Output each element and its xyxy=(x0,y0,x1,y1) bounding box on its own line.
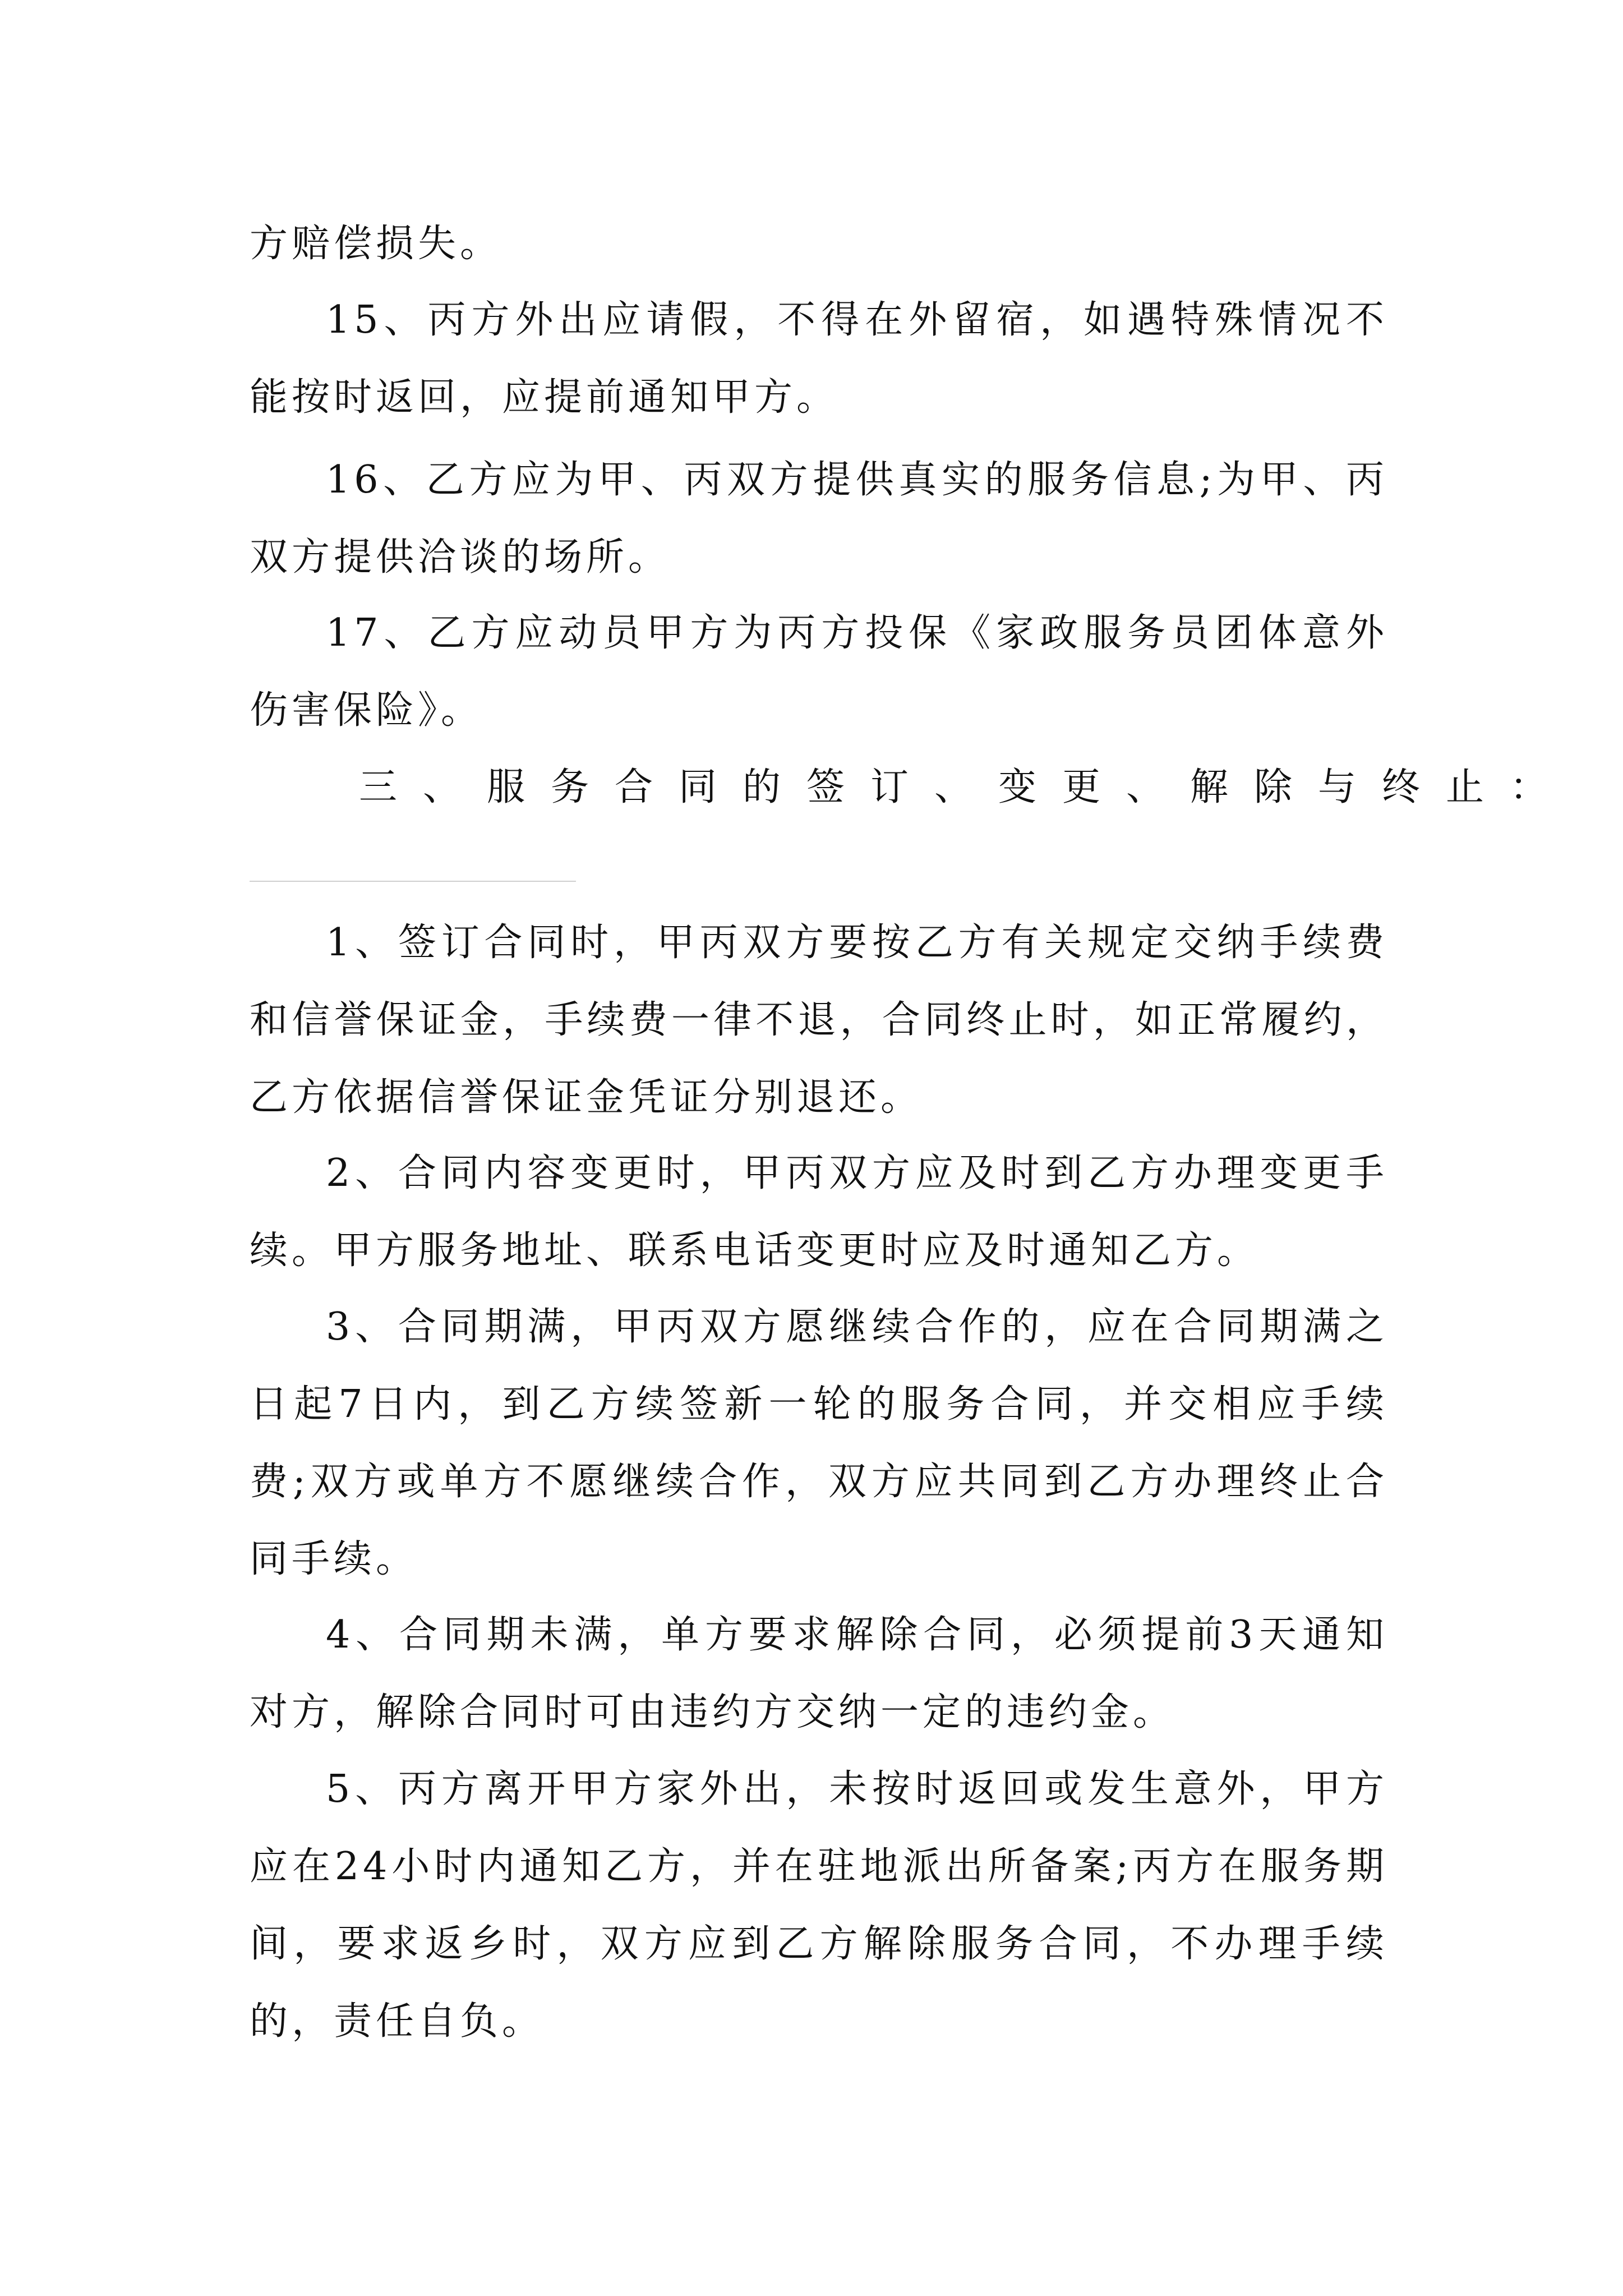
clause-3: 3、合同期满，甲丙双方愿继续合作的，应在合同期满之日起7日内，到乙方续签新一轮的服务合同，并交相应手续费;双方或单方不愿继续合作，双方应共同到乙方办理终止合同手续。 xyxy=(250,1305,1388,1581)
clause-4: 4、合同期未满，单方要求解除合同，必须提前3天通知对方，解除合同时可由违约方交纳一定的违约金。 xyxy=(250,1613,1388,1734)
continuation-paragraph: 方赔偿损失。 xyxy=(250,222,502,266)
clause-2: 2、合同内容变更时，甲丙双方应及时到乙方办理变更手续。甲方服务地址、联系电话变更时应及时通知乙方。 xyxy=(250,1151,1388,1273)
clause-15: 15、丙方外出应请假，不得在外留宿，如遇特殊情况不能按时返回，应提前通知甲方。 xyxy=(250,298,1388,420)
clause-1: 1、签订合同时，甲丙双方要按乙方有关规定交纳手续费和信誉保证金，手续费一律不退，合同终止时，如正常履约，乙方依据信誉保证金凭证分别退还。 xyxy=(250,921,1388,1120)
clause-5: 5、丙方离开甲方家外出，未按时返回或发生意外，甲方应在24小时内通知乙方，并在驻地派出所备案;丙方在服务期间，要求返乡时，双方应到乙方解除服务合同，不办理手续的，责任自负。 xyxy=(250,1767,1388,2044)
clause-17: 17、乙方应动员甲方为丙方投保《家政服务员团体意外伤害保险》。 xyxy=(250,611,1388,733)
clause-16: 16、乙方应为甲、丙双方提供真实的服务信息;为甲、丙双方提供洽谈的场所。 xyxy=(250,458,1388,579)
footnote-divider xyxy=(250,881,576,882)
section-heading: 三、服务合同的签订、变更、解除与终止： xyxy=(359,765,1574,809)
